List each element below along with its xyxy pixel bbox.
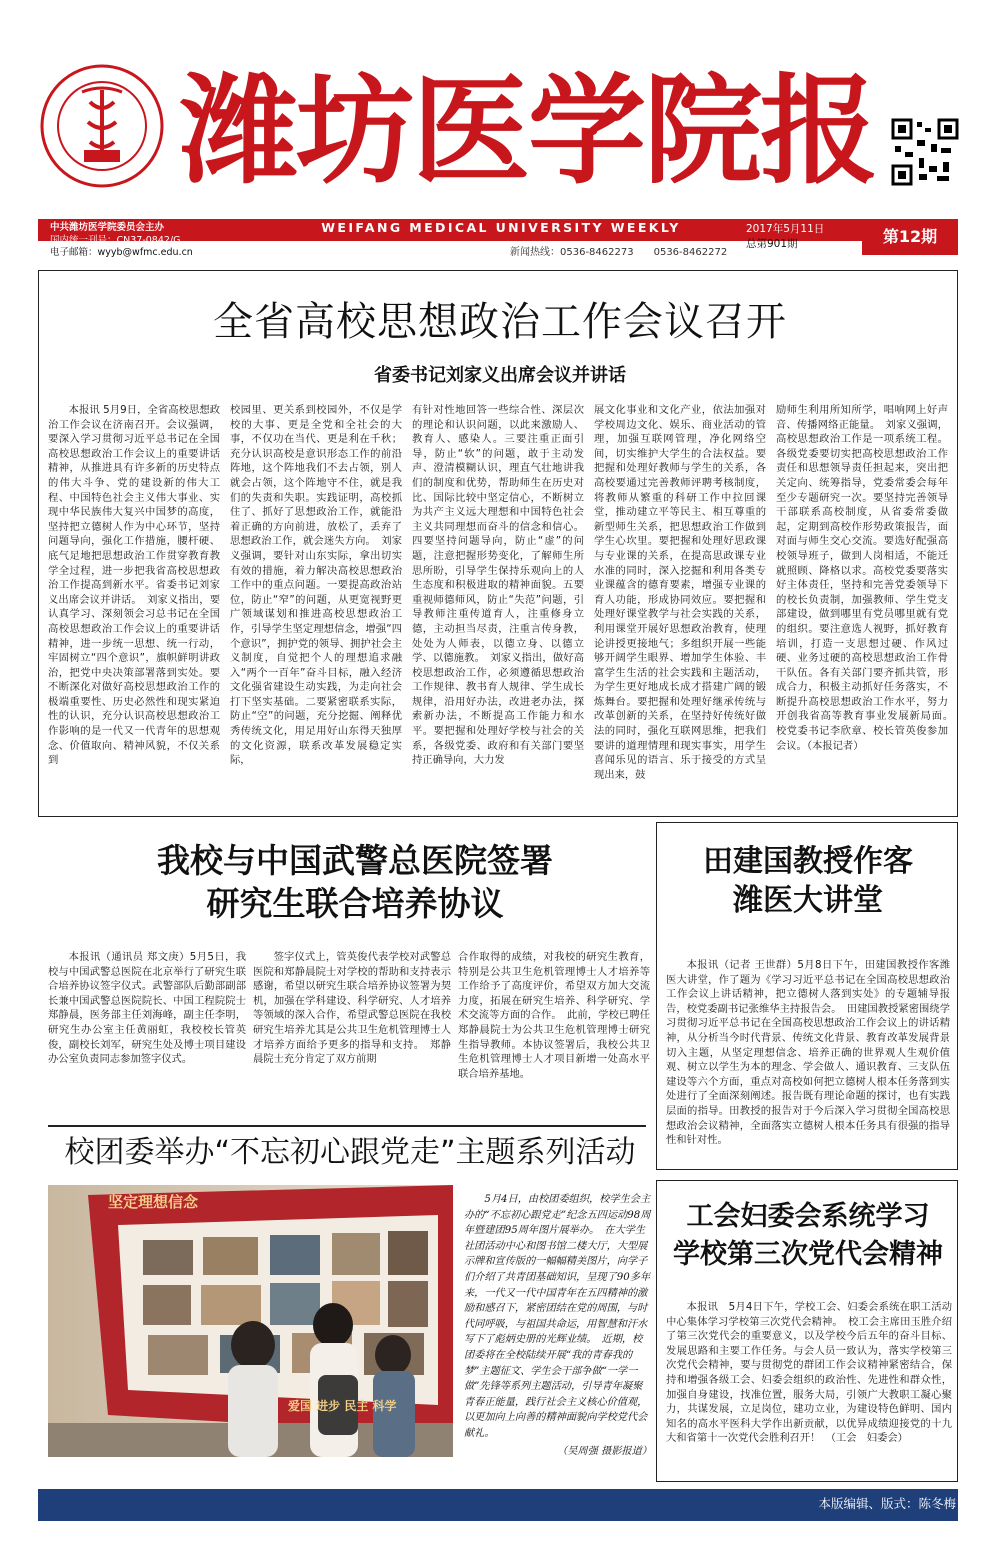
headline-line-1: 田建国教授作客 [703, 844, 913, 879]
photo-credit: （吴周强 摄影报道） [557, 1445, 652, 1457]
total-issue: 总第901期 [746, 238, 798, 250]
divider [48, 1125, 646, 1127]
article5-body [666, 1300, 952, 1480]
article2-column-2 [253, 950, 451, 1118]
english-title: WEIFANG MEDICAL UNIVERSITY WEEKLY [321, 220, 681, 235]
cn-number: 国内统一刊号：CN37-0842/G [50, 234, 181, 246]
page-editor: 本版编辑、版式：陈冬梅 [818, 1496, 956, 1511]
article2-headline [60, 840, 650, 926]
lead-article-column-1 [48, 403, 220, 811]
caption-text: 5月4日，由校团委组织，校学生会主办的“不忘初心跟党走”纪念五四运动98周年暨建团95周年图片展举办。 在大学生社团活动中心和图书馆二楼大厅，大型展示牌和宣传版的一幅幅精美图片，向学子们介绍了共青团基础知识，呈现了90多年来，一代又一代中国青年在五四精神的激励和感召下，紧密团结在党的周围，与时代同呼吸，与祖国共命运，用智慧和汗水写下了彪炳史册的光辉业绩。 近期，校团委将在全校陆续开展“我的青春我的梦”主题征文、学生会干部争做“一学一做”先锋等系列主题活动，引导青年凝聚青春正能量，践行社会主义核心价值观，以更加向上向善的精神面貌向学校党代会献礼。 [464, 1194, 651, 1439]
lead-subheadline: 省委书记刘家义出席会议并讲话 [374, 365, 626, 386]
paragraph: 本报讯（记者 王世群）5月8日下午，田建国教授作客潍医大讲堂，作了题为《学习习近平总书记在全国高校思想政治工作会议上讲话精神，把立德树人落到实处》的专题辅导报告，校党委副书记张维华主持报告会。 田建国教授紧密围绕学习贯彻习近平总书记在全国高校思想政治工作会议上的讲话精神，从分析当今时代背景、传统文化背景、教育改革发展背景切入主题，从坚定理想信念、培养正确的世界观人生观价值观、树立以学生为本的理念、学会做人、通识教育、三支队伍建设等六个方面，重点对高校如何把立德树人根本任务落到实处进行了全面深刻阐述。报告既有理论命题的探讨，也有实践层面的指导。田教授的报告对于今后深入学习贯彻全国高校思想政治会议精神，全面落实立德树人根本任务具有很强的指导性和针对性。 [666, 959, 950, 1147]
paragraph: 励师生利用所知所学，唱响网上好声音、传播网络正能量。 刘家义强调，高校思想政治工作是一项系统工程。各级党委要切实把高校思想政治工作责任和思想领导责任担起来，突出把关定向、统筹指导，党委常委会每年至少专题研究一次。要坚持完善领导干部联系高校制度，从省委常委做起，定期到高校作形势政策报告，面对面与师生交心交流。要选好配强高校领导班子，做到人岗相适，不能迁就照顾、降格以求。高校党委要落实好主体责任，坚持和完善党委领导下的校长负责制，加强教师、学生党支部建设，做到哪里有党员哪里就有党的组织。要注意选人视野，抓好教育培训，打造一支思想过硬、作风过硬、业务过硬的高校思想政治工作骨干队伍。各有关部门要齐抓共管，形成合力，积极主动抓好任务落实，不断提升高校思想政治工作水平，努力开创我省高等教育事业发展新局面。 校党委书记李欣章、校长管英俊参加会议。（本报记者） [776, 404, 959, 752]
news-hotline: 新闻热线：0536-8462273 0536-8462272 [510, 247, 728, 258]
lead-article-column-5 [776, 403, 959, 811]
headline-line-1: 工会妇委会系统学习 [686, 1201, 930, 1232]
lead-article-column-4 [594, 403, 766, 811]
paragraph: 展文化事业和文化产业，依法加强对学校周边文化、娱乐、商业活动的管理，加强互联网管理，净化网络空间，切实维护大学生的合法权益。要把握和处理好教师与学生的关系，各高校要通过完善教师评聘考核制度，将教师从繁重的科研工作中拉回课堂，推动建立平等民主、相互尊重的新型师生关系，把思想政治工作做到学生心坎里。要把握和处理好思政课与专业课的关系，在提高思政课专业水准的同时，深入挖掘和利用各类专业课蕴含的德育要素，增强专业课的育人功能，形成协同效应。要把握和处理好课堂教学与社会实践的关系，利用课堂开展好思想政治教育，使理论讲授更接地气；多组织开展一些能够开阔学生眼界、增加学生体验、丰富学生生活的社会实践和主题活动，为学生更好地成长成才搭建广阔的锻炼舞台。要把握和处理好继承传统与改革创新的关系，在坚持好传统好做法的同时，强化互联网思维，把我们要讲的道理情理和现实事实，用学生喜闻乐见的语言、乐于接受的方式呈现出来，鼓 [594, 404, 766, 781]
issue-date: 2017年5月11日 [746, 223, 825, 235]
article3-headline [660, 842, 956, 920]
lead-article-column-3 [412, 403, 584, 811]
issue-number: 第12期 [862, 219, 958, 255]
paragraph: 有针对性地回答一些综合性、深层次的理论和认识问题，以此来激励人、教育人、感染人。三要注重正面引导，防止“软”的问题，敢于主动发声、澄清模糊认识，理直气壮地讲我们的制度和优势，帮助师生在历史对比、国际比较中坚定信心，不断树立为共产主义远大理想和中国特色社会主义共同理想而奋斗的信念和信心。四要坚持问题导向，防止“虚”的问题，注意把握形势变化，了解师生所思所盼，引导学生保持乐观向上的人生态度和积极进取的精神面貌。五要重视师德师风，防止“失范”问题，引导教师注重传道育人，注重修身立德，主动担当尽责，注重言传身教，处处为人师表，以德立身、以德立学、以德施教。 刘家义指出，做好高校思想政治工作，必须遵循思想政治工作规律、教书育人规律、学生成长规律，沿用好办法，改进老办法，探索新办法，不断提高工作能力和水平。要把握和处理好学校与社会的关系，各级党委、政府和有关部门要坚持正确导向，大力发 [412, 404, 584, 767]
qr-code-icon [891, 118, 959, 186]
newspaper-title: 潍坊医学院报 [180, 61, 877, 200]
lead-article-column-2 [230, 403, 402, 811]
exhibition-photo [48, 1185, 453, 1457]
article2-column-1 [48, 950, 246, 1118]
article3-body [666, 958, 950, 1168]
headline-line-2: 潍医大讲堂 [733, 883, 883, 918]
paragraph: 合作取得的成绩，对我校的研究生教育，特别是公共卫生危机管理博士人才培养等工作给予了高度评价，希望双方加大交流力度，拓展在研究生培养、科学研究、学术交流等方面的合作。 此前，学校已聘任郑静晨院士为公共卫生危机管理博士研究生指导教师。本协议签署后，我校公共卫生危机管理博士人才项目新增一处高水平联合培养基地。 [458, 951, 650, 1080]
headline-line-1: 我校与中国武警总医院签署 [157, 841, 553, 880]
lead-headline: 全省高校思想政治工作会议召开 [213, 299, 787, 345]
headline-line-2: 学校第三次党代会精神 [673, 1238, 943, 1270]
publisher: 中共潍坊医学院委员会主办 [50, 222, 165, 233]
publication-info [50, 222, 280, 260]
article5-headline [660, 1198, 956, 1274]
paragraph: 校园里、更关系到校园外，不仅是学校的大事、更是全党和全社会的大事，不仅功在当代、更是利在千秋；充分认识高校是意识形态工作的前沿阵地，这个阵地我们不去占领，别人就会占领，这个阵地守不住，就是我们的失责和失职。实践证明，高校抓住了、抓好了思想政治工作，就能沿着正确的方向前进，放松了，丢弃了思想政治工作，就会迷失方向。 刘家义强调，要针对山东实际，拿出切实有效的措施，着力解决高校思想政治工作中的重点问题。一要提高政治站位，防止“窄”的问题，从更宽视野更广领域谋划和推进高校思想政治工作，引导学生坚定理想信念，增强“四个意识”，拥护党的领导、拥护社会主义制度，自觉把个人的理想追求融入“两个一百年”奋斗目标，融入经济文化强省建设生动实践，为走向社会打下坚实基础。二要紧密联系实际，防止“空”的问题，充分挖掘、阐释优秀传统文化，用足用好山东得天独厚的文化资源，联系改革发展稳定实际， [230, 404, 402, 767]
email: 电子邮箱：wyyb@wfmc.edu.cn [50, 247, 193, 258]
issue-date-box [746, 222, 864, 252]
photo-banner: 坚定理想信念 [108, 1193, 199, 1211]
paragraph: 本报讯 5月9日，全省高校思想政治工作会议在济南召开。会议强调，要深入学习贯彻习近平总书记在全国高校思想政治工作会议上的重要讲话精神，从推进具有许多新的历史特点的伟大斗争、党的建设新的伟大工程、中国特色社会主义伟大事业、实现中华民族伟大复兴中国梦的高度，坚持把立德树人作为中心环节，坚持问题导向，强化工作措施，腰杆硬、底气足地把思想政治工作贯穿教育教学全过程，进一步把我省高校思想政治工作提高到新水平。省委书记刘家义出席会议并讲话。 刘家义指出，要认真学习、深刻领会习总书记在全国高校思想政治工作会议上的重要讲话精神，进一步统一思想、统一行动，牢固树立“四个意识”，旗帜鲜明讲政治，把党中央决策部署落到实处。要不断深化对做好高校思想政治工作的极端重要性、历史必然性和现实紧迫性的认识，充分认识高校思想政治工作影响的是一代又一代青年的思想观念、价值取向、精神风貌，不仅关系到 [48, 404, 220, 767]
photo-motto: 爱国 进步 民主 科学 [288, 1399, 397, 1413]
article2-column-3 [458, 950, 650, 1118]
headline-line-2: 研究生联合培养协议 [206, 883, 504, 923]
paragraph: 本报讯（通讯员 郑文庚）5月5日，我校与中国武警总医院在北京举行了研究生联合培养协议签字仪式。武警部队后勤部副部长兼中国武警总医院院长、中国工程院院士郑静晨，医务部主任刘海峰，副主任李明，研究生办公室主任黄丽虹，我校校长管英俊，副校长刘军，研究生处及博士项目建设办公室负责同志参加签字仪式。 [48, 951, 246, 1066]
photo-caption [464, 1192, 652, 1470]
university-logo [38, 62, 166, 190]
paragraph: 本报讯 5月4日下午，学校工会、妇委会系统在职工活动中心集体学习学校第三次党代会精神。 校工会主席田玉胜介绍了第三次党代会的重要意义，以及学校今后五年的奋斗目标、发展思路和主要工作任务。与会人员一致认为，落实学校第三次党代会精神，要与贯彻党的群团工作会议精神紧密结合，保持和增强各级工会、妇委会组织的政治性、先进性和群众性，加强自身建设，找准位置，服务大局，引领广大教职工凝心聚力，共谋发展，立足岗位，建功立业，为建设特色鲜明、国内知名的高水平医科大学作出新贡献，以优异成绩迎接党的十九大和省第十一次党代会胜利召开！ （工会 妇委会） [666, 1301, 952, 1445]
article4-headline: 校团委举办“不忘初心跟党走”主题系列活动 [64, 1135, 636, 1170]
paragraph: 签字仪式上，管英俊代表学校对武警总医院和郑静晨院士对学校的帮助和支持表示感谢，希望以研究生联合培养协议签署为契机，加强在学科建设、科学研究、人才培养等领域的深入合作，希望武警总医院在我校研究生培养尤其是公共卫生危机管理博士人才培养方面给予更多的指导和支持。 郑静晨院士充分肯定了双方前期 [253, 951, 451, 1066]
